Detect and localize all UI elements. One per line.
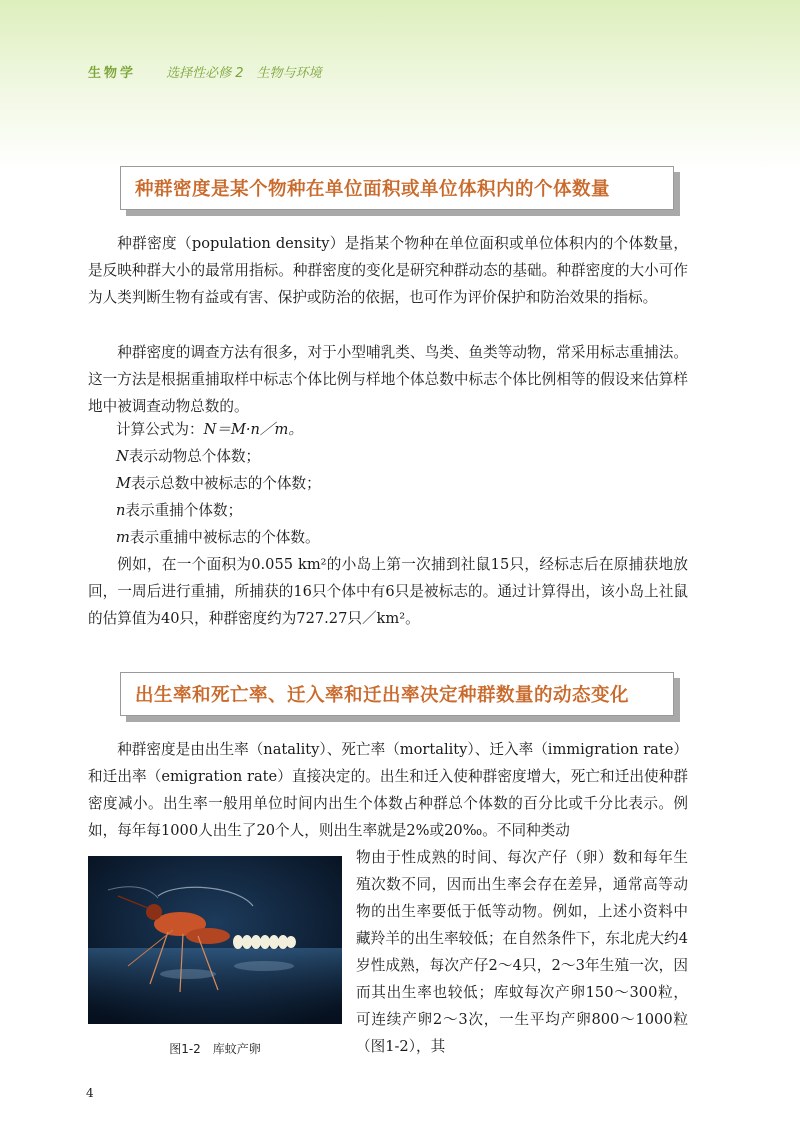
mosquito-laying-eggs-image <box>88 856 342 1024</box>
paragraph-mark-recapture: 种群密度的调查方法有很多，对于小型哺乳类、鸟类、鱼类等动物，常采用标志重捕法。这一方法是根据重捕取样中标志个体比例与样地个体总数中标志个体比例相等的假设来估算样地中被调查动物总数的。 <box>88 344 688 415</box>
running-head <box>88 62 322 81</box>
definition-symbol: m <box>116 529 130 546</box>
section-heading-text: 出生率和死亡率、迁入率和迁出率决定种群数量的动态变化 <box>121 673 673 715</box>
paragraph-example-rats: 例如，在一个面积为0.055 km²的小岛上第一次捕到社鼠15只，经标志后在原捕获地放回，一周后进行重捕，所捕获的16只个体中有6只是被标志的。通过计算得出，该小岛上社鼠的估算值为40只，种群密度约为727.27只／km²。 <box>88 556 688 627</box>
mosquito-photo <box>88 856 342 1024</box>
definition-N <box>116 443 260 470</box>
section-heading-text: 种群密度是某个物种在单位面积或单位体积内的个体数量 <box>121 167 673 209</box>
definition-M <box>116 470 321 497</box>
formula: N＝M·n／m。 <box>203 421 303 438</box>
page-number: 4 <box>86 1086 94 1100</box>
formula-line <box>116 416 303 443</box>
paragraph-density-definition: 种群密度（population density）是指某个物种在单位面积或单位体积内的个体数量，是反映种群大小的最常用指标。种群密度的变化是研究种群动态的基础。种群密度的大小可作为人类判断生物有益或有害、保护或防治的依据，也可作为评价保护和防治效果的指标。 <box>88 235 688 306</box>
definition-n <box>116 497 242 524</box>
paragraph-rates: 种群密度是由出生率（natality）、死亡率（mortality）、迁入率（immigration rate）和迁出率（emigration rate）直接决定的。出生和迁入使种群密度增大，死亡和迁出使种群密度减小。出生率一般用单位时间内出生个体数占种群总个体数的百分比或千分比表示。例如，每年每1000人出生了20个人，则出生率就是2%或20‰。不同种类动 <box>88 741 688 839</box>
definition-symbol: N <box>116 448 129 465</box>
definition-text: 表示动物总个体数； <box>128 448 261 465</box>
section-heading-population-density <box>120 166 674 210</box>
definition-text: 表示总数中被标志的个体数； <box>130 475 321 492</box>
definition-symbol: n <box>116 502 126 519</box>
formula-label: 计算公式为： <box>116 421 204 438</box>
running-head-subject: 生物学 <box>88 66 137 81</box>
definition-m <box>116 524 320 551</box>
running-head-book: 选择性必修 2 生物与环境 <box>166 66 322 81</box>
definition-symbol: M <box>116 475 131 492</box>
section-heading-birth-death-rates <box>120 672 674 716</box>
definition-text: 表示重捕个体数； <box>125 502 243 519</box>
figure-caption: 图1-2 库蚊产卵 <box>169 1042 261 1056</box>
definition-text: 表示重捕中被标志的个体数。 <box>129 529 320 546</box>
paragraph-birth-rate-differences: 物由于性成熟的时间、每次产仔（卵）数和每年生殖次数不同，因而出生率会存在差异，通常高等动物的出生率要低于低等动物。例如，上述小资料中藏羚羊的出生率较低；在自然条件下，东北虎大约4岁性成熟，每次产仔2～4只，2～3年生殖一次，因而其出生率也较低；库蚊每次产卵150～300粒，可连续产卵2～3次，一生平均产卵800～1000粒（图1-2），其 <box>356 849 688 1055</box>
